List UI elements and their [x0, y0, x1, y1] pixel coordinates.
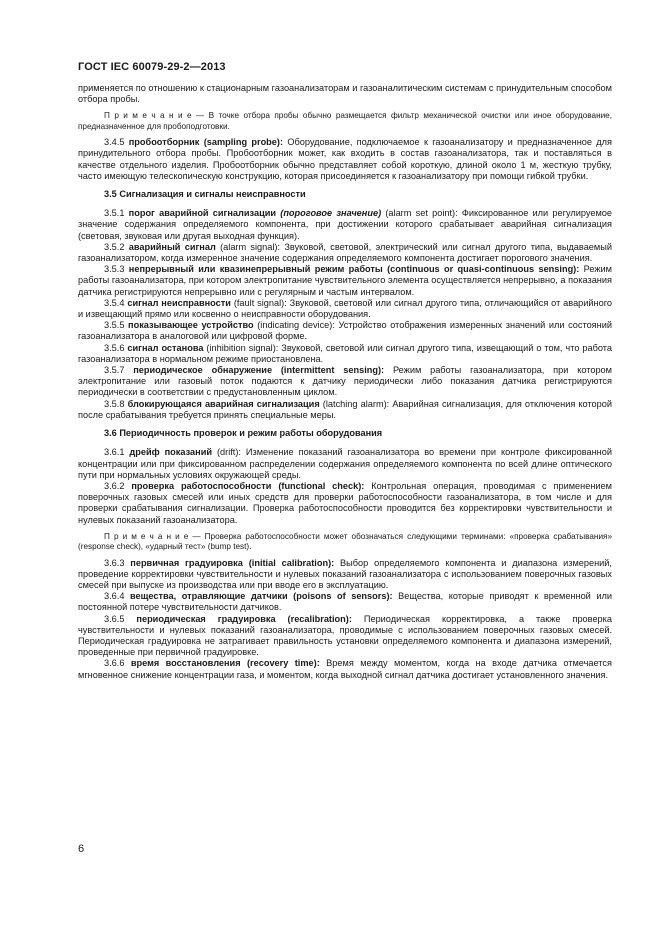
term-3-6-4: [78, 591, 612, 613]
term-english: (indicating device):: [253, 320, 335, 331]
term-number: 3.5.4: [104, 297, 128, 308]
term-name: проверка работоспособности (functional check):: [131, 480, 365, 491]
term-english: (fault signal):: [230, 297, 287, 308]
page-number: 6: [78, 843, 85, 855]
term-definition: Вещества, которые приводят к временной или постоянной потере чувствительности датчиков.: [78, 591, 612, 613]
term-english: (inhibition signal):: [203, 342, 279, 353]
term-3-5-7: [78, 365, 612, 399]
term-number: 3.6.5: [104, 613, 137, 624]
term-english: (latching alarm):: [319, 398, 390, 409]
term-definition: Выбор определяемого компонента и диапазона измерений, проведение корректировки чувствительности и нулевых показаний газоанализатора с использованием поверочных газовых смесей при выпуске из производства или при вводе его в эксплуатацию.: [78, 557, 612, 590]
term-3-4-5: [78, 137, 612, 182]
term-number: 3.6.3: [104, 557, 131, 568]
term-number: 3.6.1: [104, 447, 130, 458]
term-3-5-4: [78, 298, 612, 320]
section-heading-3-6: 3.6 Периодичность проверок и режим работы оборудования: [104, 428, 383, 439]
term-name: аварийный сигнал: [128, 241, 216, 252]
term-number: 3.6.4: [104, 591, 130, 602]
term-3-6-3: [78, 558, 612, 592]
term-name: непрерывный или квазинепрерывный режим работы (continuous or quasi-continuous sensing):: [128, 264, 580, 275]
note-label: П р и м е ч а н и е: [104, 111, 192, 121]
section-heading-3-5: 3.5 Сигнализация и сигналы неисправности: [104, 189, 306, 200]
term-3-5-2: [78, 242, 612, 264]
term-english: (alarm signal):: [215, 241, 281, 252]
term-definition: Звуковой, световой, электрический или сигнал другого типа, выдаваемый газоанализатором, когда измеренное значение содержания определяемого компонента достигает порогового значения.: [78, 241, 612, 264]
term-definition: Режим работы газоанализатора, при котором электропитание чувствительного элемента осуществляется непрерывно, а показания датчика регистрируются непрерывно или с регулярным и частым интервалом.: [78, 264, 612, 297]
term-3-5-3: [78, 264, 612, 298]
term-english: (alarm set point):: [381, 208, 458, 219]
term-3-6-2: [78, 481, 612, 526]
document-body: [78, 83, 612, 681]
term-name: сигнал останова: [127, 342, 204, 353]
term-alternative: (пороговое значение): [280, 208, 382, 219]
term-name: блокирующаяся аварийная сигнализация: [127, 398, 320, 409]
note-text: — В точке отбора пробы обычно размещается фильтр механической очистки или иное оборудование, предназначенное для пробоподготовки.: [78, 111, 612, 131]
term-3-6-1: [78, 447, 612, 481]
term-name: вещества, отравляющие датчики (poisons of sensors):: [129, 591, 393, 602]
term-3-5-6: [78, 343, 612, 365]
term-definition: Звуковой, световой или сигнал другого типа, извещающий о том, что работа газоанализатора в нормальном режиме приостановлена.: [78, 342, 612, 364]
term-number: 3.4.5: [104, 137, 129, 148]
term-number: 3.5.8: [104, 398, 128, 409]
term-3-5-8: [78, 399, 612, 421]
term-3-5-1: [78, 208, 612, 242]
term-number: 3.5.5: [104, 320, 129, 331]
note-text: — Проверка работоспособности может обозначаться следующими терминами: «проверка срабатывания» (response check), «ударный тест» (bump test).: [78, 531, 612, 552]
term-number: 3.6.6: [104, 658, 131, 669]
term-name: порог аварийной сигнализации: [128, 208, 277, 219]
term-number: 3.5.2: [104, 241, 129, 252]
term-3-6-5: [78, 614, 612, 659]
note-1: [78, 111, 612, 132]
term-number: 3.6.2: [104, 480, 132, 491]
term-definition: Оборудование, подключаемое к газоанализатору и предназначенное для принудительного отбора пробы. Пробоотборник может, как входить в состав газоанализатора, так и поставляться в качестве отдельного изделия. Пробоотборник обычно представляет собой короткую, длиной около 1 м, жесткую трубку, часто имеющую телескопическую конструкцию, которая присоединяется к газоанализатору при помощи гибкой трубки.: [78, 137, 612, 181]
term-number: 3.5.1: [104, 208, 129, 219]
term-english: (drift):: [212, 447, 241, 458]
term-number: 3.5.6: [104, 342, 128, 353]
term-name: периодическая градуировка (recalibration):: [136, 613, 352, 624]
term-3-6-6: [78, 658, 612, 680]
note-label: П р и м е ч а н и е: [104, 531, 189, 541]
term-definition: Контрольная операция, проводимая с применением поверочных газовых смесей или иных средств для проверки работоспособности газоанализатора, в том числе и для проверки срабатывания сигнализации. Проверка работоспособности проводится без корректировки чувствительности и нулевых показаний газоанализатора.: [78, 480, 612, 525]
term-definition: Периодическая корректировка, а также проверка чувствительности и нулевых показаний газоанализатора, проводимые с использованием поверочных газовых смесей. Периодическая градуировка не затрагивает правильность установки определяемого компонента и диапазона измерений, проведенные при первичной градуировке.: [78, 613, 612, 658]
term-definition: Аварийная сигнализация, для отключения которой после срабатывания требуется принять специальные меры.: [78, 398, 613, 420]
term-name: показывающее устройство: [128, 320, 254, 331]
term-name: периодическое обнаружение (intermittent sensing):: [133, 365, 385, 376]
document-header: ГОСТ IEC 60079-29-2—2013: [78, 61, 226, 73]
term-name: дрейф показаний: [129, 447, 212, 458]
note-2: [78, 532, 612, 553]
term-name: время восстановления (recovery time):: [130, 658, 320, 669]
term-definition: Устройство отображения измеренных значений или состояний газоанализатора в аналоговой или цифровой форме.: [78, 320, 612, 342]
term-definition: Время между моментом, когда на входе датчика отмечается мгновенное снижение концентрации газа, и моментом, когда выходной сигнал датчика достигает установленного значения.: [78, 658, 612, 680]
intro-paragraph: применяется по отношению к стационарным газоанализаторам и газоаналитическим системам с принудительным способом отбора пробы.: [78, 83, 612, 105]
term-number: 3.5.7: [104, 365, 134, 376]
term-3-5-5: [78, 320, 612, 342]
term-definition: Режим работы газоанализатора, при котором электропитание или газовый поток подаются к датчику периодически либо показания датчика регистрируются периодически в соответствии с предустановленным циклом.: [78, 365, 612, 398]
term-number: 3.5.3: [104, 264, 129, 275]
term-definition: Фиксированное или регулируемое значение содержания определяемого компонента, при достижении которого срабатывает аварийная сигнализация (световая, звуковая или другая выходная функция).: [78, 208, 612, 241]
term-name: первичная градуировка (initial calibration):: [130, 557, 335, 568]
term-name: пробоотборник (sampling probe):: [128, 137, 284, 148]
term-definition: Изменение показаний газоанализатора во времени при контроле фиксированной концентрации или при фиксированном распределении содержания определяемого компонента по всей длине оптического пути при нормальных условиях окружающей среды.: [78, 447, 612, 480]
term-name: сигнал неисправности: [127, 297, 231, 308]
term-definition: Звуковой, световой или сигнал другого типа, отличающийся от аварийного и извещающий прямо или косвенно о неисправности оборудования.: [78, 297, 612, 320]
